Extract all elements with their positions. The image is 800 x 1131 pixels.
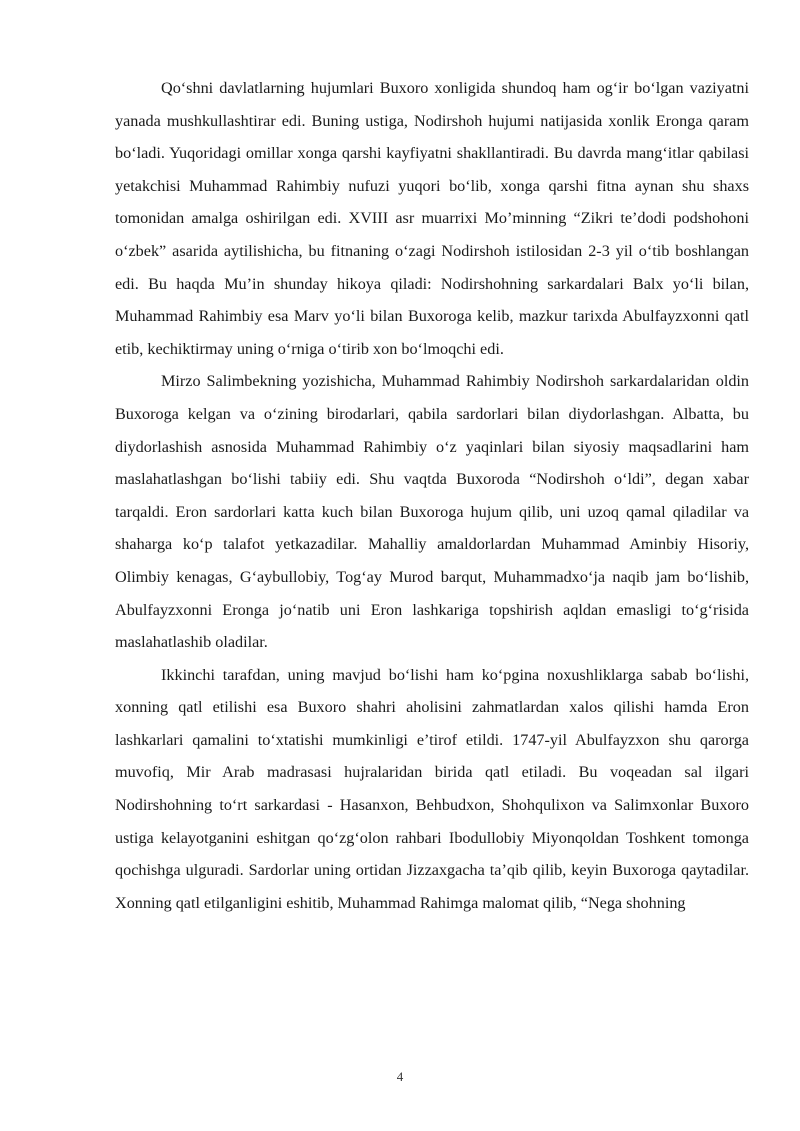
paragraph-2: Mirzo Salimbekning yozishicha, Muhammad Rahimbiy Nodirshoh sarkardalaridan oldin Buxoroga kelgan va o‘zining birodarlari, qabila sardorlari bilan diydorlashgan. Albatta, bu diydorlashish asnosida Muhammad Rahimbiy o‘z yaqinlari bilan siyosiy maqsadlarini ham maslahatlashgan bo‘lishi tabiiy edi. Shu vaqtda Buxoroda “Nodirshoh o‘ldi”, degan xabar tarqaldi. Eron sardorlari katta kuch bilan Buxoroga hujum qilib, uni uzoq qamal qiladilar va shaharga ko‘p talafot yetkazadilar. Mahalliy amaldorlardan Muhammad Aminbiy Hisoriy, Olimbiy kenagas, G‘aybullobiy, Tog‘ay Murod barqut, Muhammadxo‘ja naqib jam bo‘lishib, Abulfayzxonni Eronga jo‘natib uni Eron lashkariga topshirish aqldan emasligi to‘g‘risida maslahatlashib oladilar. bbox=[115, 372, 749, 652]
paragraph-3: Ikkinchi tarafdan, uning mavjud bo‘lishi ham ko‘pgina noxushliklarga sabab bo‘lishi, xonning qatl etilishi esa Buxoro shahri aholisini zahmatlardan xalos qilishi hamda Eron lashkarlari qamalini to‘xtatishi mumkinligi e’tirof etildi. 1747-yil Abulfayzxon shu qarorga muvofiq, Mir Arab madrasasi hujralaridan birida qatl etiladi. Bu voqeadan sal ilgari Nodirshohning to‘rt sarkardasi - Hasanxon, Behbudxon, Shohqulixon va Salimxonlar Buxoro ustiga kelayotganini eshitgan qo‘zg‘olon rahbari Ibodullobiy Miyonqoldan Toshkent tomonga qochishga ulguradi. Sardorlar uning ortidan Jizzaxgacha ta’qib qilib, keyin Buxoroga qaytadilar. Xonning qatl etilganligini eshitib, Muhammad Rahimga malomat qilib, “Nega shohning bbox=[115, 665, 749, 912]
page-body bbox=[115, 72, 749, 919]
paragraph-1: Qo‘shni davlatlarning hujumlari Buxoro xonligida shundoq ham og‘ir bo‘lgan vaziyatni yanada mushkullashtirar edi. Buning ustiga, Nodirshoh hujumi natijasida xonlik Eronga qaram bo‘ladi. Yuqoridagi omillar xonga qarshi kayfiyatni shakllantiradi. Bu davrda mang‘itlar qabilasi yetakchisi Muhammad Rahimbiy nufuzi yuqori bo‘lib, xonga qarshi fitna aynan shu shaxs tomonidan amalga oshirilgan edi. XVIII asr muarrixi Mo’minning “Zikri te’dodi podshohoni o‘zbek” asarida aytilishicha, bu fitnaning o‘zagi Nodirshoh istilosidan 2-3 yil o‘tib boshlangan edi. Bu haqda Mu’in shunday hikoya qiladi: Nodirshohning sarkardalari Balx yo‘li bilan, Muhammad Rahimbiy esa Marv yo‘li bilan Buxoroga kelib, mazkur tarixda Abulfayzxonni qatl etib, kechiktirmay uning o‘rniga o‘tirib xon bo‘lmoqchi edi. bbox=[115, 79, 749, 358]
page-number: 4 bbox=[396, 1069, 404, 1084]
